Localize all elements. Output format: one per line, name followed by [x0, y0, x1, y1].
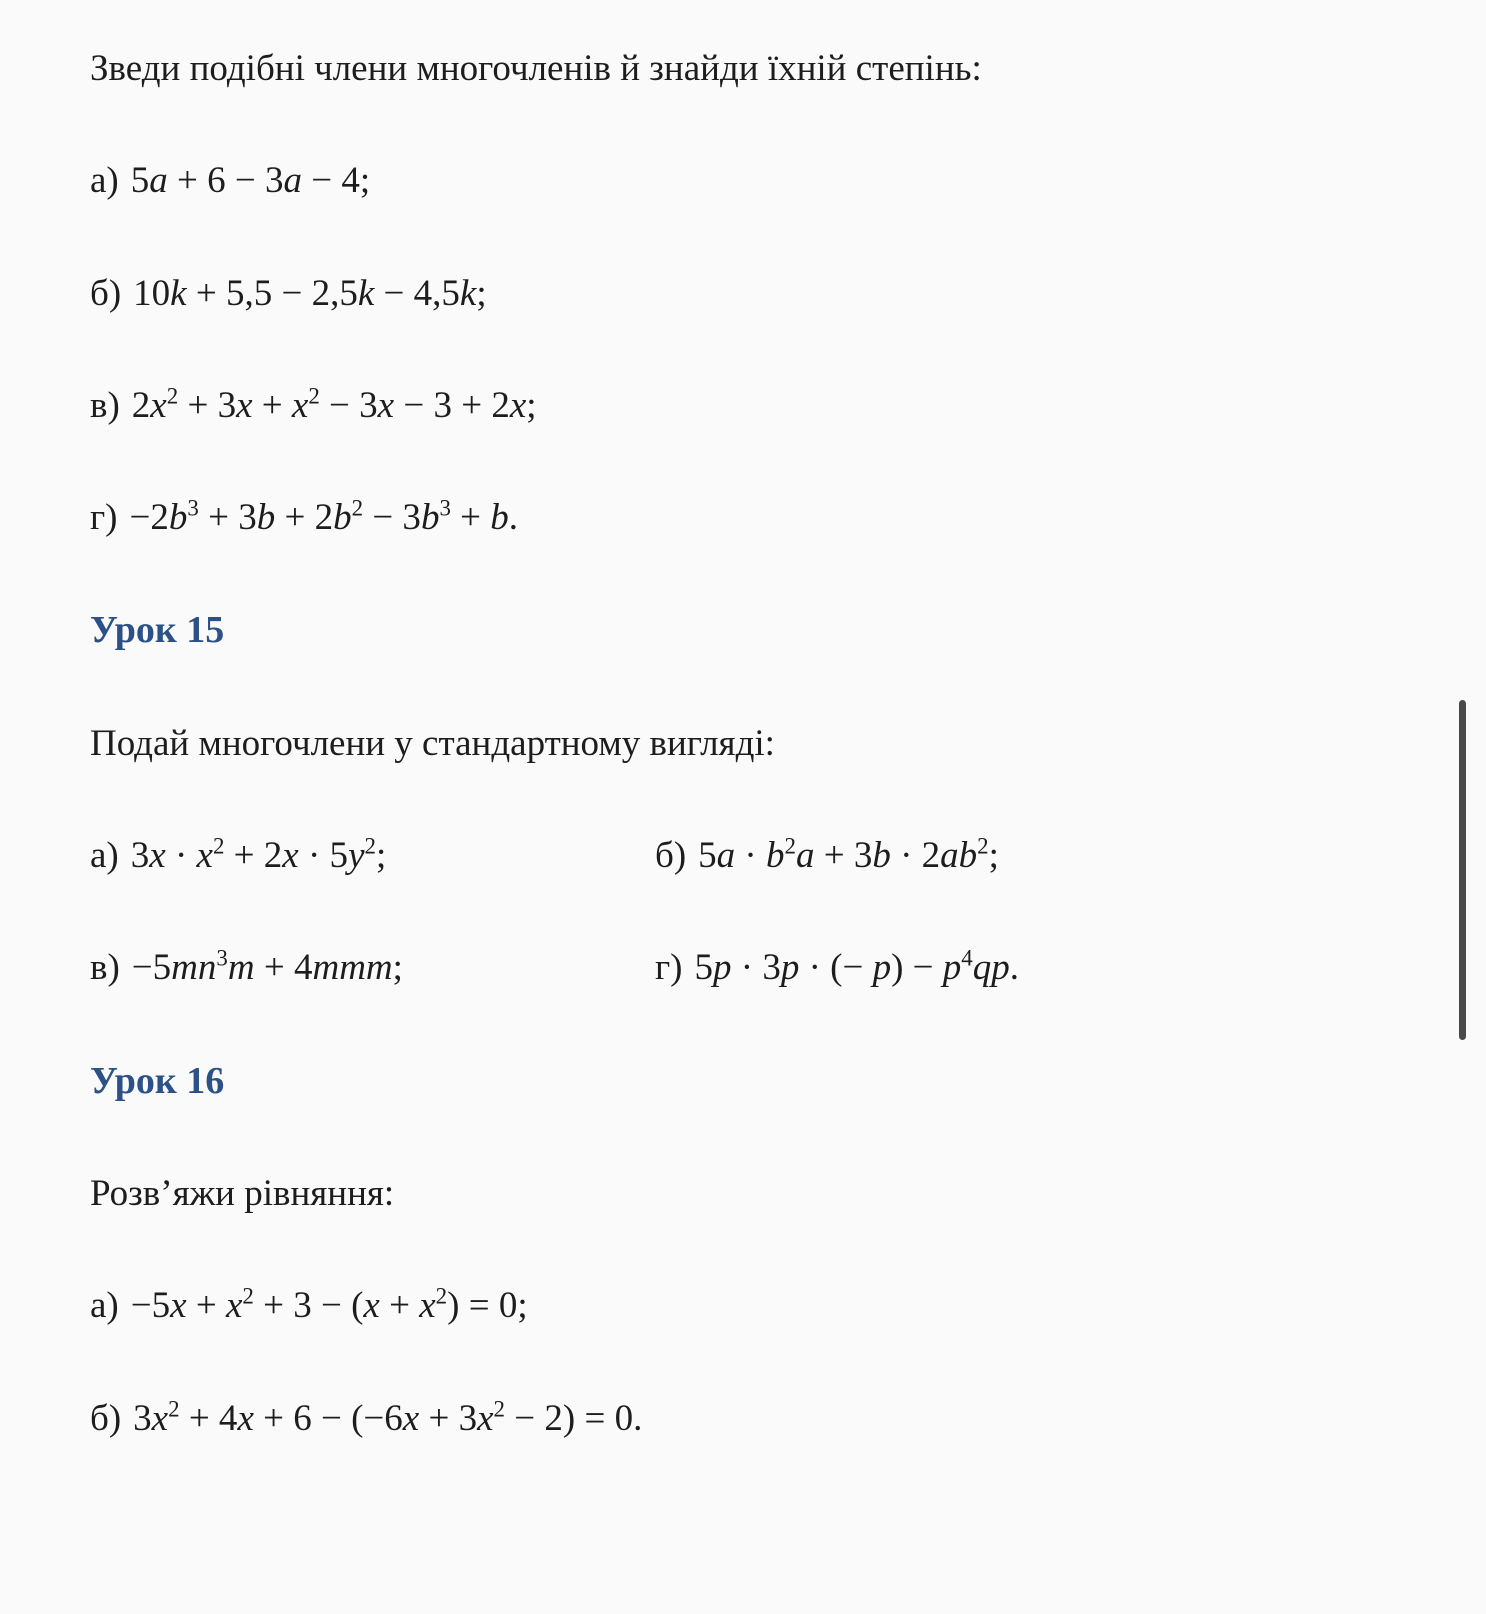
math-expression: 5a + 6 − 3a − 4;: [130, 160, 371, 202]
scrollbar-thumb[interactable]: [1459, 700, 1466, 1040]
math-expression: $-2b^3 + 3b + 2b^2 - 3b^3 + b$.: [129, 495, 519, 538]
exercise1-prompt: Зведи подібні члени многочленів й знайди їхній степінь:: [90, 48, 982, 89]
item-label: б): [90, 272, 122, 314]
math-expression: $-5x + x^2 + 3 - (x + x^2) = 0$;: [130, 1283, 528, 1327]
math-expression: $2x^2 + 3x + x^2 - 3x - 3 + 2x$;: [131, 383, 537, 426]
exercise3-item-b: [90, 1396, 1366, 1442]
item-label: а): [90, 835, 119, 876]
exercise1-item-a: [90, 158, 1366, 204]
item-label: в): [90, 947, 120, 989]
exercise2-item-g: [655, 945, 1366, 991]
exercise3-prompt: Розв’яжи рівняння:: [90, 1173, 395, 1214]
math-expression: $-5mn^3m + 4mmm$;: [131, 945, 403, 989]
item-label: б): [90, 1397, 122, 1439]
item-label: б): [655, 835, 687, 876]
math-expression: $5a \cdot b^2a + 3b \cdot 2ab^2$;: [698, 833, 999, 876]
exercise2-row-1: [90, 833, 1366, 945]
item-label: г): [90, 497, 118, 538]
math-expression: 10k + 5,5 − 2,5k − 4,5k;: [133, 272, 487, 314]
math-expression: $3x \cdot x^2 + 2x \cdot 5y^2$;: [130, 833, 387, 876]
exercise1-item-g: [90, 495, 1366, 541]
item-label: а): [90, 160, 119, 202]
exercise1-item-v: [90, 383, 1366, 429]
exercise2-item-b: [655, 833, 1366, 879]
item-label: а): [90, 1285, 119, 1327]
exercise2-row-2: [90, 945, 1366, 1057]
exercise1-item-b: [90, 271, 1366, 317]
lesson-16-heading: Урок 16: [90, 1059, 225, 1102]
exercise2-item-v: [90, 945, 655, 991]
item-label: в): [90, 384, 120, 426]
math-expression: 5p · 3p · (− $p) - p^4qp$.: [694, 945, 1020, 989]
lesson-15-heading: Урок 15: [90, 609, 225, 652]
item-label: г): [655, 947, 683, 989]
exercise2-prompt: Подай многочлени у стандартному вигляді:: [90, 722, 775, 764]
scrollbar-track: [1458, 0, 1466, 1614]
math-expression: $3x^2 + 4x + 6 - (-6x + 3x^2 - 2) = 0$.: [133, 1396, 643, 1439]
exercise2-item-a: [90, 833, 655, 879]
exercise3-item-a: [90, 1283, 1366, 1329]
